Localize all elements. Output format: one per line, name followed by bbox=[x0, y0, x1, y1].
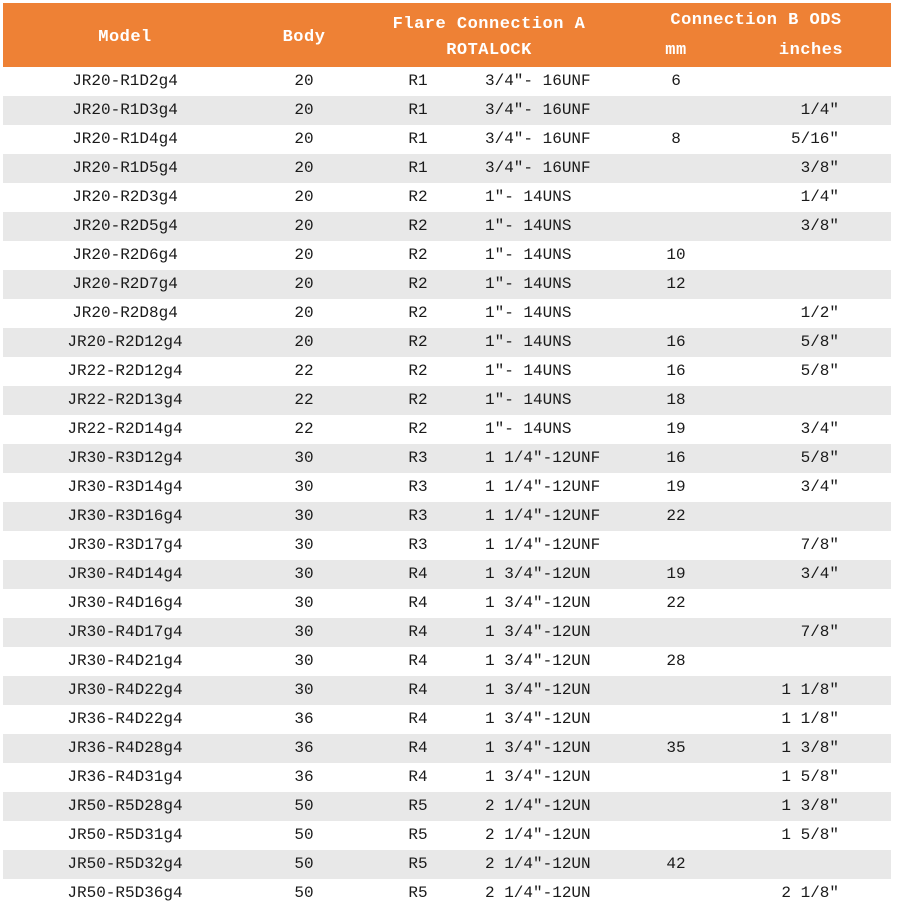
cell-model: JR36-R4D31g4 bbox=[67, 768, 183, 786]
cell-body: 20 bbox=[294, 159, 314, 177]
table-row bbox=[3, 821, 891, 850]
cell-mm: 22 bbox=[666, 594, 686, 612]
cell-body: 30 bbox=[294, 478, 314, 496]
table-row bbox=[3, 241, 891, 270]
table-row bbox=[3, 67, 891, 96]
cell-mm: 35 bbox=[666, 739, 686, 757]
cell-thread: 1 3/4″-12UN bbox=[485, 710, 591, 728]
table-row bbox=[3, 154, 891, 183]
cell-mm: 19 bbox=[666, 565, 686, 583]
table-row bbox=[3, 328, 891, 357]
cell-connection: R5 bbox=[408, 855, 428, 873]
header-inches: inches bbox=[778, 41, 844, 60]
cell-connection: R2 bbox=[408, 420, 428, 438]
cell-body: 30 bbox=[294, 536, 314, 554]
cell-connection: R5 bbox=[408, 826, 428, 844]
cell-model: JR36-R4D22g4 bbox=[67, 710, 183, 728]
cell-model: JR20-R2D3g4 bbox=[72, 188, 178, 206]
table-row bbox=[3, 792, 891, 821]
cell-thread: 1 3/4″-12UN bbox=[485, 565, 591, 583]
cell-body: 22 bbox=[294, 391, 314, 409]
cell-connection: R4 bbox=[408, 710, 428, 728]
cell-body: 36 bbox=[294, 768, 314, 786]
cell-connection: R1 bbox=[408, 130, 428, 148]
cell-inches: 1 3/8″ bbox=[781, 739, 839, 757]
cell-model: JR20-R1D4g4 bbox=[72, 130, 178, 148]
cell-mm: 19 bbox=[666, 420, 686, 438]
cell-connection: R2 bbox=[408, 333, 428, 351]
cell-connection: R4 bbox=[408, 681, 428, 699]
table-row bbox=[3, 560, 891, 589]
cell-thread: 1″- 14UNS bbox=[485, 246, 572, 264]
table-row bbox=[3, 125, 891, 154]
cell-body: 20 bbox=[294, 72, 314, 90]
cell-inches: 5/16″ bbox=[790, 130, 839, 148]
cell-model: JR20-R2D6g4 bbox=[72, 246, 178, 264]
cell-inches: 1 1/8″ bbox=[781, 681, 839, 699]
cell-thread: 3/4″- 16UNF bbox=[485, 101, 591, 119]
cell-thread: 1″- 14UNS bbox=[485, 420, 572, 438]
cell-thread: 1 1/4″-12UNF bbox=[485, 478, 601, 496]
table-row bbox=[3, 734, 891, 763]
cell-connection: R3 bbox=[408, 507, 428, 525]
cell-mm: 42 bbox=[666, 855, 686, 873]
table-row bbox=[3, 502, 891, 531]
cell-model: JR50-R5D31g4 bbox=[67, 826, 183, 844]
table-row bbox=[3, 850, 891, 879]
cell-connection: R5 bbox=[408, 797, 428, 815]
cell-inches: 5/8″ bbox=[800, 449, 839, 467]
cell-connection: R4 bbox=[408, 739, 428, 757]
cell-thread: 2 1/4″-12UN bbox=[485, 797, 591, 815]
cell-inches: 5/8″ bbox=[800, 362, 839, 380]
cell-body: 30 bbox=[294, 507, 314, 525]
cell-connection: R1 bbox=[408, 72, 428, 90]
cell-mm: 16 bbox=[666, 449, 686, 467]
cell-connection: R3 bbox=[408, 449, 428, 467]
cell-body: 20 bbox=[294, 304, 314, 322]
table-row bbox=[3, 531, 891, 560]
cell-model: JR30-R3D14g4 bbox=[67, 478, 183, 496]
cell-thread: 1″- 14UNS bbox=[485, 391, 572, 409]
cell-body: 20 bbox=[294, 275, 314, 293]
cell-mm: 18 bbox=[666, 391, 686, 409]
cell-thread: 1 3/4″-12UN bbox=[485, 768, 591, 786]
table-row bbox=[3, 589, 891, 618]
cell-connection: R2 bbox=[408, 391, 428, 409]
table-row bbox=[3, 444, 891, 473]
cell-inches: 7/8″ bbox=[800, 623, 839, 641]
cell-mm: 22 bbox=[666, 507, 686, 525]
cell-connection: R3 bbox=[408, 536, 428, 554]
cell-inches: 3/4″ bbox=[800, 420, 839, 438]
cell-mm: 28 bbox=[666, 652, 686, 670]
cell-thread: 1″- 14UNS bbox=[485, 304, 572, 322]
cell-body: 36 bbox=[294, 710, 314, 728]
cell-connection: R2 bbox=[408, 188, 428, 206]
cell-thread: 1 3/4″-12UN bbox=[485, 652, 591, 670]
cell-model: JR30-R4D21g4 bbox=[67, 652, 183, 670]
table-row bbox=[3, 415, 891, 444]
cell-thread: 3/4″- 16UNF bbox=[485, 159, 591, 177]
cell-body: 20 bbox=[294, 333, 314, 351]
cell-body: 36 bbox=[294, 739, 314, 757]
cell-inches: 3/4″ bbox=[800, 565, 839, 583]
cell-model: JR50-R5D36g4 bbox=[67, 884, 183, 902]
cell-inches: 1/4″ bbox=[800, 101, 839, 119]
cell-body: 50 bbox=[294, 826, 314, 844]
cell-connection: R5 bbox=[408, 884, 428, 902]
table-row bbox=[3, 96, 891, 125]
cell-model: JR30-R3D16g4 bbox=[67, 507, 183, 525]
cell-model: JR20-R1D3g4 bbox=[72, 101, 178, 119]
cell-thread: 2 1/4″-12UN bbox=[485, 826, 591, 844]
cell-inches: 1 5/8″ bbox=[781, 826, 839, 844]
table-row bbox=[3, 763, 891, 792]
cell-connection: R3 bbox=[408, 478, 428, 496]
cell-inches: 1/4″ bbox=[800, 188, 839, 206]
header-mm: mm bbox=[665, 41, 687, 60]
cell-inches: 5/8″ bbox=[800, 333, 839, 351]
table-row bbox=[3, 618, 891, 647]
cell-connection: R1 bbox=[408, 159, 428, 177]
cell-inches: 3/8″ bbox=[800, 217, 839, 235]
cell-thread: 1″- 14UNS bbox=[485, 188, 572, 206]
cell-connection: R2 bbox=[408, 304, 428, 322]
header-body: Body bbox=[282, 28, 326, 47]
cell-mm: 8 bbox=[671, 130, 681, 148]
cell-inches: 1 3/8″ bbox=[781, 797, 839, 815]
cell-thread: 1″- 14UNS bbox=[485, 275, 572, 293]
cell-thread: 3/4″- 16UNF bbox=[485, 130, 591, 148]
cell-connection: R2 bbox=[408, 217, 428, 235]
cell-inches: 7/8″ bbox=[800, 536, 839, 554]
cell-thread: 1 3/4″-12UN bbox=[485, 739, 591, 757]
cell-mm: 10 bbox=[666, 246, 686, 264]
cell-inches: 1 5/8″ bbox=[781, 768, 839, 786]
cell-body: 30 bbox=[294, 594, 314, 612]
cell-body: 30 bbox=[294, 449, 314, 467]
table-row bbox=[3, 879, 891, 908]
cell-model: JR30-R3D17g4 bbox=[67, 536, 183, 554]
cell-thread: 1 1/4″-12UNF bbox=[485, 536, 601, 554]
cell-body: 30 bbox=[294, 681, 314, 699]
cell-model: JR50-R5D28g4 bbox=[67, 797, 183, 815]
header-model: Model bbox=[98, 28, 152, 47]
cell-model: JR22-R2D12g4 bbox=[67, 362, 183, 380]
cell-model: JR22-R2D14g4 bbox=[67, 420, 183, 438]
table-row bbox=[3, 183, 891, 212]
cell-model: JR30-R4D22g4 bbox=[67, 681, 183, 699]
cell-mm: 12 bbox=[666, 275, 686, 293]
cell-inches: 3/4″ bbox=[800, 478, 839, 496]
cell-body: 20 bbox=[294, 188, 314, 206]
table-row bbox=[3, 212, 891, 241]
cell-body: 22 bbox=[294, 420, 314, 438]
cell-mm: 16 bbox=[666, 362, 686, 380]
table-header bbox=[3, 3, 891, 67]
cell-thread: 2 1/4″-12UN bbox=[485, 884, 591, 902]
cell-body: 50 bbox=[294, 884, 314, 902]
table-row bbox=[3, 386, 891, 415]
cell-connection: R4 bbox=[408, 652, 428, 670]
cell-thread: 1″- 14UNS bbox=[485, 362, 572, 380]
cell-body: 30 bbox=[294, 565, 314, 583]
cell-model: JR20-R2D12g4 bbox=[67, 333, 183, 351]
cell-model: JR30-R4D14g4 bbox=[67, 565, 183, 583]
cell-body: 30 bbox=[294, 652, 314, 670]
cell-inches: 3/8″ bbox=[800, 159, 839, 177]
header-connection-b-ods: Connection B ODS bbox=[670, 11, 842, 30]
cell-mm: 16 bbox=[666, 333, 686, 351]
table-row bbox=[3, 357, 891, 386]
header-rotalock: ROTALOCK bbox=[446, 41, 532, 60]
cell-thread: 1 1/4″-12UNF bbox=[485, 449, 601, 467]
cell-model: JR22-R2D13g4 bbox=[67, 391, 183, 409]
cell-thread: 1″- 14UNS bbox=[485, 333, 572, 351]
cell-body: 30 bbox=[294, 623, 314, 641]
cell-body: 20 bbox=[294, 246, 314, 264]
cell-inches: 1 1/8″ bbox=[781, 710, 839, 728]
cell-thread: 1 3/4″-12UN bbox=[485, 681, 591, 699]
cell-body: 50 bbox=[294, 797, 314, 815]
cell-model: JR30-R4D17g4 bbox=[67, 623, 183, 641]
cell-model: JR20-R2D8g4 bbox=[72, 304, 178, 322]
cell-model: JR36-R4D28g4 bbox=[67, 739, 183, 757]
cell-connection: R2 bbox=[408, 362, 428, 380]
cell-connection: R4 bbox=[408, 623, 428, 641]
cell-connection: R4 bbox=[408, 594, 428, 612]
table-body bbox=[3, 67, 891, 908]
cell-model: JR20-R1D2g4 bbox=[72, 72, 178, 90]
cell-mm: 19 bbox=[666, 478, 686, 496]
cell-thread: 1 3/4″-12UN bbox=[485, 594, 591, 612]
cell-body: 22 bbox=[294, 362, 314, 380]
table-row bbox=[3, 299, 891, 328]
cell-thread: 1 1/4″-12UNF bbox=[485, 507, 601, 525]
cell-thread: 1″- 14UNS bbox=[485, 217, 572, 235]
cell-body: 50 bbox=[294, 855, 314, 873]
table-row bbox=[3, 676, 891, 705]
cell-model: JR20-R2D5g4 bbox=[72, 217, 178, 235]
table-row bbox=[3, 473, 891, 502]
cell-thread: 3/4″- 16UNF bbox=[485, 72, 591, 90]
cell-model: JR30-R4D16g4 bbox=[67, 594, 183, 612]
cell-body: 20 bbox=[294, 101, 314, 119]
cell-model: JR50-R5D32g4 bbox=[67, 855, 183, 873]
cell-thread: 1 3/4″-12UN bbox=[485, 623, 591, 641]
cell-model: JR30-R3D12g4 bbox=[67, 449, 183, 467]
cell-thread: 2 1/4″-12UN bbox=[485, 855, 591, 873]
cell-model: JR20-R2D7g4 bbox=[72, 275, 178, 293]
cell-inches: 1/2″ bbox=[800, 304, 839, 322]
cell-body: 20 bbox=[294, 130, 314, 148]
cell-model: JR20-R1D5g4 bbox=[72, 159, 178, 177]
cell-body: 20 bbox=[294, 217, 314, 235]
cell-inches: 2 1/8″ bbox=[781, 884, 839, 902]
cell-connection: R2 bbox=[408, 246, 428, 264]
header-flare-connection-a: Flare Connection A bbox=[392, 15, 586, 34]
cell-connection: R1 bbox=[408, 101, 428, 119]
cell-mm: 6 bbox=[671, 72, 681, 90]
table-row bbox=[3, 270, 891, 299]
cell-connection: R4 bbox=[408, 565, 428, 583]
table-row bbox=[3, 647, 891, 676]
table-row bbox=[3, 705, 891, 734]
cell-connection: R4 bbox=[408, 768, 428, 786]
cell-connection: R2 bbox=[408, 275, 428, 293]
